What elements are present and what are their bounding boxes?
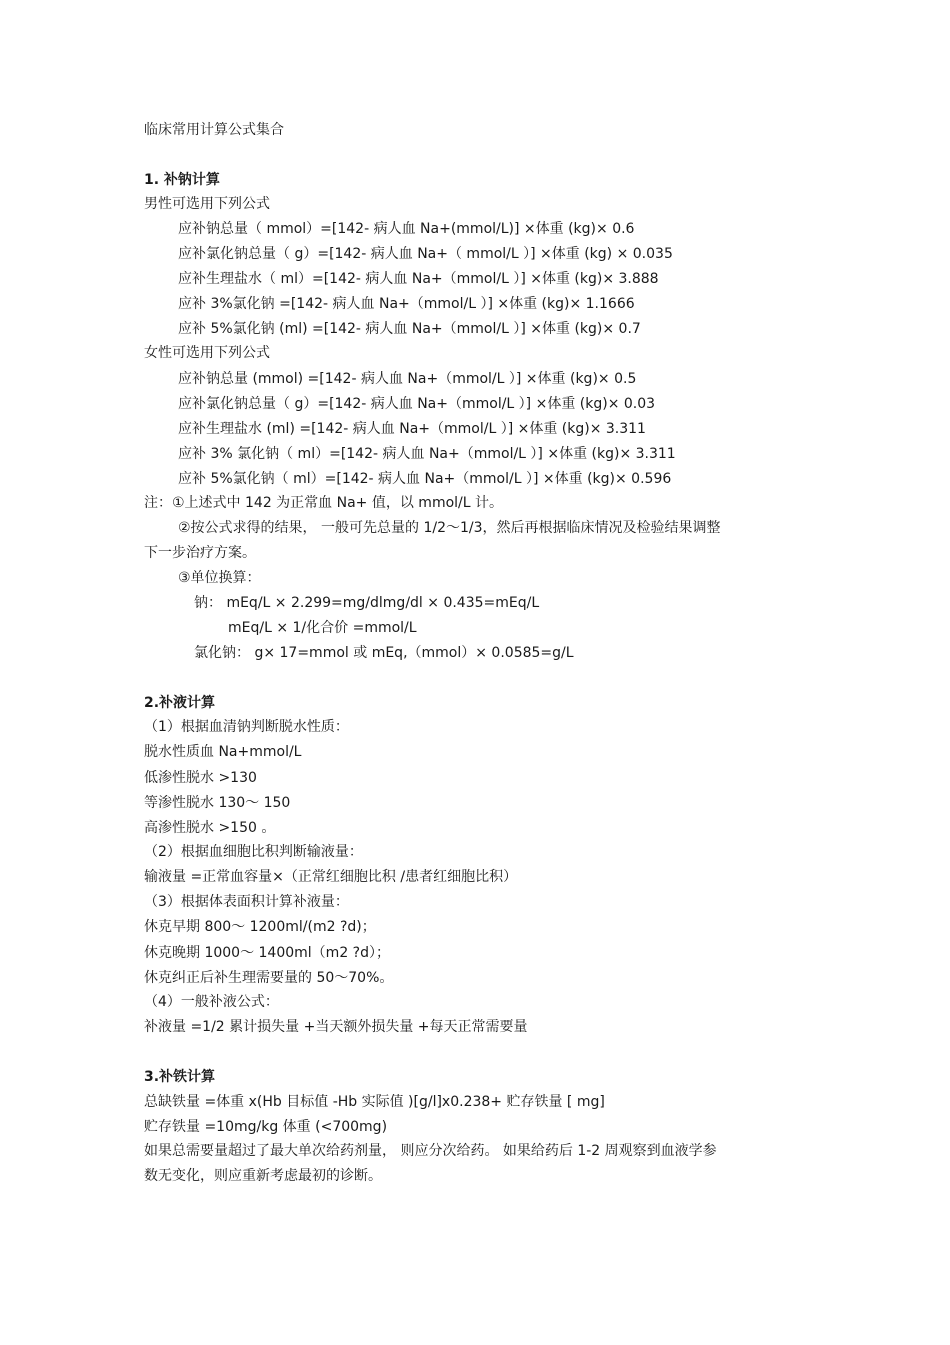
fluid-formula-2: 输液量 =正常血容量×（正常红细胞比积 /患者红细胞比积）: [144, 869, 518, 885]
male-formula-2: 应补氯化钠总量（ g）=[142- 病人血 Na+（ mmol/L ）] ×体重 (kg) × 0.035: [178, 246, 673, 262]
female-formula-5: 应补 5%氯化钠（ ml）=[142- 病人血 Na+（mmol/L ）] ×体重 (kg)× 0.596: [178, 471, 672, 487]
iron-formula-1: 总缺铁量 =体重 x(Hb 目标值 -Hb 实际值 )[g/l]x0.238+ 贮存铁量 [ mg]: [144, 1094, 605, 1110]
note-3: ③单位换算：: [178, 570, 261, 586]
female-formula-3: 应补生理盐水 (ml) =[142- 病人血 Na+（mmol/L ）] ×体重 (kg)× 3.311: [178, 421, 646, 437]
unit-conversion-2: mEq/L × 1/化合价 =mmol/L: [228, 620, 417, 636]
section-3-heading: 3.补铁计算: [144, 1069, 216, 1085]
dehydration-high: 高渗性脱水 >150 。: [144, 820, 276, 836]
iron-formula-2: 贮存铁量 =10mg/kg 体重 (<700mg): [144, 1119, 388, 1135]
female-formula-2: 应补氯化钠总量（ g）=[142- 病人血 Na+（mmol/L ）] ×体重 (kg)× 0.03: [178, 396, 656, 412]
shock-after: 休克纠正后补生理需要量的 50～70%。: [144, 970, 394, 986]
iron-note-line-1: 如果总需要量超过了最大单次给药剂量， 则应分次给药。 如果给药后 1-2 周观察到血液学参: [144, 1143, 717, 1159]
note-2-line-2: 下一步治疗方案。: [144, 545, 256, 561]
fluid-step-2: （2）根据血细胞比积判断输液量：: [144, 844, 363, 860]
dehydration-table-head: 脱水性质血 Na+mmol/L: [144, 744, 302, 760]
note-2-line-1: ②按公式求得的结果， 一般可先总量的 1/2～1/3，然后再根据临床情况及检验结果调整: [178, 520, 721, 536]
section-1-heading: 1. 补钠计算: [144, 172, 220, 188]
fluid-step-1: （1）根据血清钠判断脱水性质：: [144, 719, 349, 735]
iron-note-line-2: 数无变化，则应重新考虑最初的诊断。: [144, 1168, 382, 1184]
male-formula-4: 应补 3%氯化钠 =[142- 病人血 Na+（mmol/L ）] ×体重 (kg)× 1.1666: [178, 296, 635, 312]
male-formula-1: 应补钠总量（ mmol）=[142- 病人血 Na+(mmol/L)] ×体重 (kg)× 0.6: [178, 221, 635, 237]
shock-late: 休克晚期 1000～ 1400ml（m2 ?d）；: [144, 945, 390, 961]
male-intro: 男性可选用下列公式: [144, 196, 270, 212]
female-formula-4: 应补 3% 氯化钠（ ml）=[142- 病人血 Na+（mmol/L ）] ×体重 (kg)× 3.311: [178, 446, 676, 462]
dehydration-iso: 等渗性脱水 130～ 150: [144, 795, 291, 811]
male-formula-3: 应补生理盐水（ ml）=[142- 病人血 Na+（mmol/L ）] ×体重 (kg)× 3.888: [178, 271, 659, 287]
shock-early: 休克早期 800～ 1200ml/(m2 ?d)；: [144, 919, 376, 935]
male-formula-5: 应补 5%氯化钠 (ml) =[142- 病人血 Na+（mmol/L ）] ×体重 (kg)× 0.7: [178, 321, 641, 337]
fluid-formula-4: 补液量 =1/2 累计损失量 +当天额外损失量 +每天正常需要量: [144, 1019, 528, 1035]
female-intro: 女性可选用下列公式: [144, 345, 270, 361]
note-1: 注：①上述式中 142 为正常血 Na+ 值，以 mmol/L 计。: [144, 495, 504, 511]
female-formula-1: 应补钠总量 (mmol) =[142- 病人血 Na+（mmol/L ）] ×体重 (kg)× 0.5: [178, 371, 637, 387]
dehydration-low: 低渗性脱水 >130: [144, 770, 257, 786]
fluid-step-4: （4）一般补液公式：: [144, 994, 279, 1010]
unit-conversion-1: 钠： mEq/L × 2.299=mg/dlmg/dl × 0.435=mEq/L: [194, 595, 540, 611]
section-2-heading: 2.补液计算: [144, 695, 216, 711]
doc-title: 临床常用计算公式集合: [144, 122, 284, 138]
unit-conversion-3: 氯化钠： g× 17=mmol 或 mEq,（mmol）× 0.0585=g/L: [194, 645, 574, 661]
fluid-step-3: （3）根据体表面积计算补液量：: [144, 894, 349, 910]
